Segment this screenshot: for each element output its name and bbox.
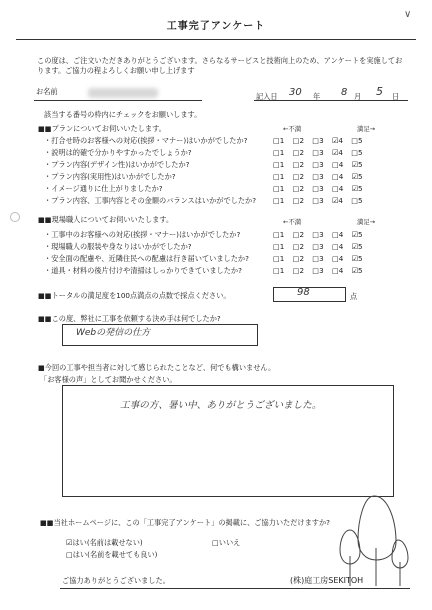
date-month-unit: 月 (354, 92, 362, 101)
footer-line (60, 588, 410, 589)
date-day: 5 (376, 85, 383, 98)
decision-answer: Webの発信の仕方 (76, 328, 151, 338)
s1-q6-options[interactable]: □1 □2 □3 ☑4 □5 (273, 196, 363, 205)
s2-q3-options[interactable]: □1 □2 □3 □4 ☑5 (273, 254, 363, 263)
hole-punch-mark (10, 212, 20, 222)
score-label: ■■トータルの満足度を100点満点の点数で採点ください。 (38, 291, 231, 300)
title-divider (16, 39, 416, 40)
s1-q1: ・打合せ時のお客様への対応(挨拶・マナー)はいかがでしたか? (44, 136, 248, 145)
s1-q3-options[interactable]: □1 □2 □3 □4 ☑5 (273, 160, 363, 169)
s2-q4-options[interactable]: □1 □2 □3 □4 ☑5 (273, 266, 363, 275)
intro-text: この度は、ご注文いただきありがとうございます。さらなるサービスと技術向上のため、アンケートを実施しております。ご協力の程よろしくお願い申し上げます (37, 56, 403, 75)
name-redacted (88, 88, 158, 98)
s1-q2-options[interactable]: □1 □2 □3 ☑4 □5 (273, 148, 363, 157)
s1-q3: ・プラン内容(デザイン性)はいかがでしたか? (44, 160, 190, 169)
s2-q1: ・工事中のお客様への対応(挨拶・マナー)はいかがでしたか? (44, 230, 241, 239)
tree-illustration (336, 490, 412, 588)
company-name: (株)庭工房SEKITOH (290, 576, 364, 585)
page-title: 工事完了アンケート (166, 21, 266, 32)
section2-title: ■■現場職人についてお伺いいたします。 (38, 215, 174, 224)
date-year-unit: 年 (313, 92, 321, 101)
date-day-unit: 日 (392, 92, 400, 101)
s2-q3: ・安全面の配慮や、近隣住民への配慮は行き届いていましたか? (44, 254, 249, 263)
consent-label: ■■当社ホームページに、この「工事完了アンケート」の掲載に、ご協力いただけますか? (40, 518, 330, 527)
name-field-line (34, 100, 202, 101)
instruction-text: 該当する番号の枠内にチェックをお願いします。 (44, 110, 202, 119)
s1-q6: ・プラン内容、工事内容とその金額のバランスはいかがでしたか? (44, 196, 257, 205)
name-label: お名前 (36, 87, 58, 96)
decision-label: ■■この度、弊社に工事を依頼する決め手は何でしたか? (38, 314, 221, 323)
section1-scale-low: ←不満 (283, 125, 302, 133)
s1-q4: ・プラン内容(実用性)はいかがでしたか? (44, 172, 176, 181)
date-label: 記入日 (256, 92, 278, 101)
score-unit: 点 (350, 292, 358, 301)
s1-q2: ・説明は的確で分かりやすかったでしょうか? (44, 148, 192, 157)
date-month: 8 (341, 87, 348, 98)
thanks-text: ご協力ありがとうございました。 (62, 576, 170, 585)
date-year: 30 (289, 87, 302, 98)
voice-label-1: ■今回の工事や担当者に対して感じられたことなど、何でも構いません。 (38, 363, 276, 372)
consent-yes-with-name[interactable]: □はい(名前を載せても良い) (66, 550, 158, 559)
s1-q1-options[interactable]: □1 □2 □3 ☑4 □5 (273, 136, 363, 145)
section1-title: ■■プランについてお伺いいたします。 (38, 124, 166, 133)
s1-q5: ・イメージ通りに仕上がりましたか? (44, 184, 163, 193)
date-field-line (254, 100, 408, 101)
corner-check-mark: ∨ (404, 9, 412, 20)
section2-scale-low: ←不満 (283, 218, 302, 226)
consent-yes-anonymous[interactable]: ☑はい(名前は載せない) (66, 538, 143, 547)
score-value: 98 (297, 287, 310, 298)
voice-answer: 工事の方、暑い中、ありがとうございました。 (120, 400, 322, 411)
s1-q5-options[interactable]: □1 □2 □3 □4 ☑5 (273, 184, 363, 193)
s2-q2-options[interactable]: □1 □2 □3 □4 ☑5 (273, 242, 363, 251)
section2-scale-high: 満足→ (357, 218, 376, 226)
section1-scale-high: 満足→ (357, 125, 376, 133)
s1-q4-options[interactable]: □1 □2 □3 □4 ☑5 (273, 172, 363, 181)
voice-label-2: 「お客様の声」としてお聞かせください。 (40, 375, 177, 384)
s2-q4: ・道具・材料の後片付けや清掃はしっかりできていましたか? (44, 266, 242, 275)
s2-q1-options[interactable]: □1 □2 □3 □4 ☑5 (273, 230, 363, 239)
s2-q2: ・現場職人の服装や身なりはいかがでしたか? (44, 242, 192, 251)
consent-no[interactable]: □いいえ (212, 538, 241, 547)
